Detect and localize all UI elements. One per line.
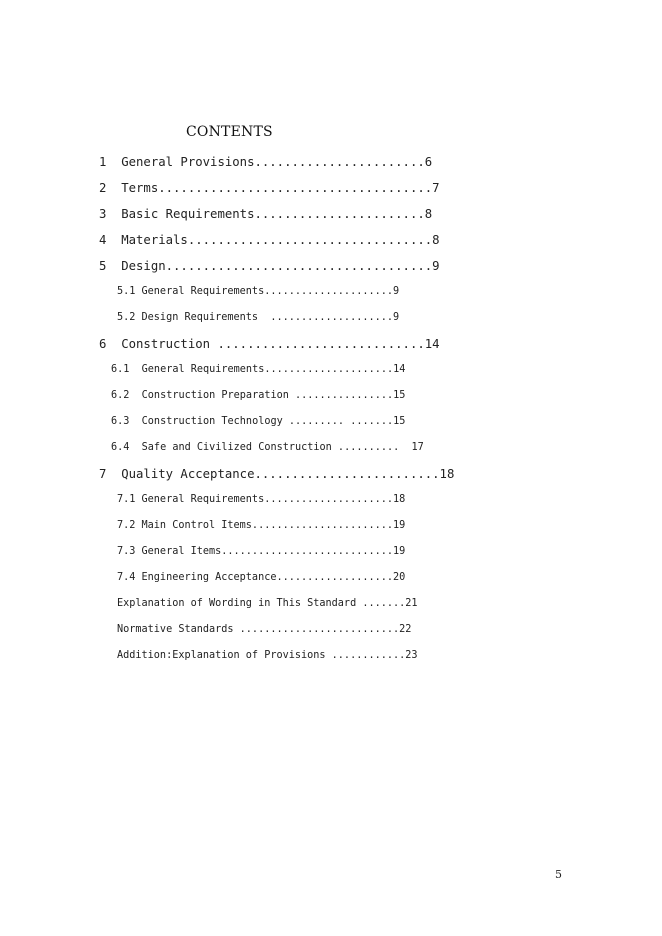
toc-entry-materials: 4 Materials.................................8 (99, 233, 440, 247)
page-number: 5 (555, 868, 562, 881)
contents-heading: CONTENTS (186, 124, 273, 140)
toc-entry-7-3: 7.3 General Items............................19 (117, 546, 406, 557)
toc-entry-7-2: 7.2 Main Control Items.......................19 (117, 520, 406, 531)
toc-entry-explanation-of-provisions: Addition:Explanation of Provisions ............23 (117, 650, 418, 661)
toc-entry-6-1: 6.1 General Requirements.....................14 (111, 364, 406, 375)
toc-entry-terms: 2 Terms.....................................7 (99, 181, 440, 195)
toc-entry-7-4: 7.4 Engineering Acceptance...................20 (117, 572, 406, 583)
toc-entry-6-2: 6.2 Construction Preparation ................15 (111, 390, 406, 401)
toc-entry-6-3: 6.3 Construction Technology ......... .......15 (111, 416, 406, 427)
toc-entry-6-4: 6.4 Safe and Civilized Construction .......... 17 (111, 442, 424, 453)
toc-entry-7-1: 7.1 General Requirements.....................18 (117, 494, 406, 505)
toc-entry-5-1: 5.1 General Requirements.....................9 (117, 286, 400, 297)
toc-entry-general-provisions: 1 General Provisions.......................6 (99, 155, 433, 169)
toc-entry-design: 5 Design....................................9 (99, 259, 440, 273)
toc-entry-5-2: 5.2 Design Requirements ....................9 (117, 312, 400, 323)
toc-entry-normative-standards: Normative Standards ..........................22 (117, 624, 412, 635)
toc-entry-basic-requirements: 3 Basic Requirements.......................8 (99, 207, 433, 221)
toc-entry-quality-acceptance: 7 Quality Acceptance.........................18 (99, 467, 455, 481)
toc-entry-explanation-of-wording: Explanation of Wording in This Standard .......21 (117, 598, 418, 609)
toc-entry-construction: 6 Construction ............................14 (99, 337, 440, 351)
